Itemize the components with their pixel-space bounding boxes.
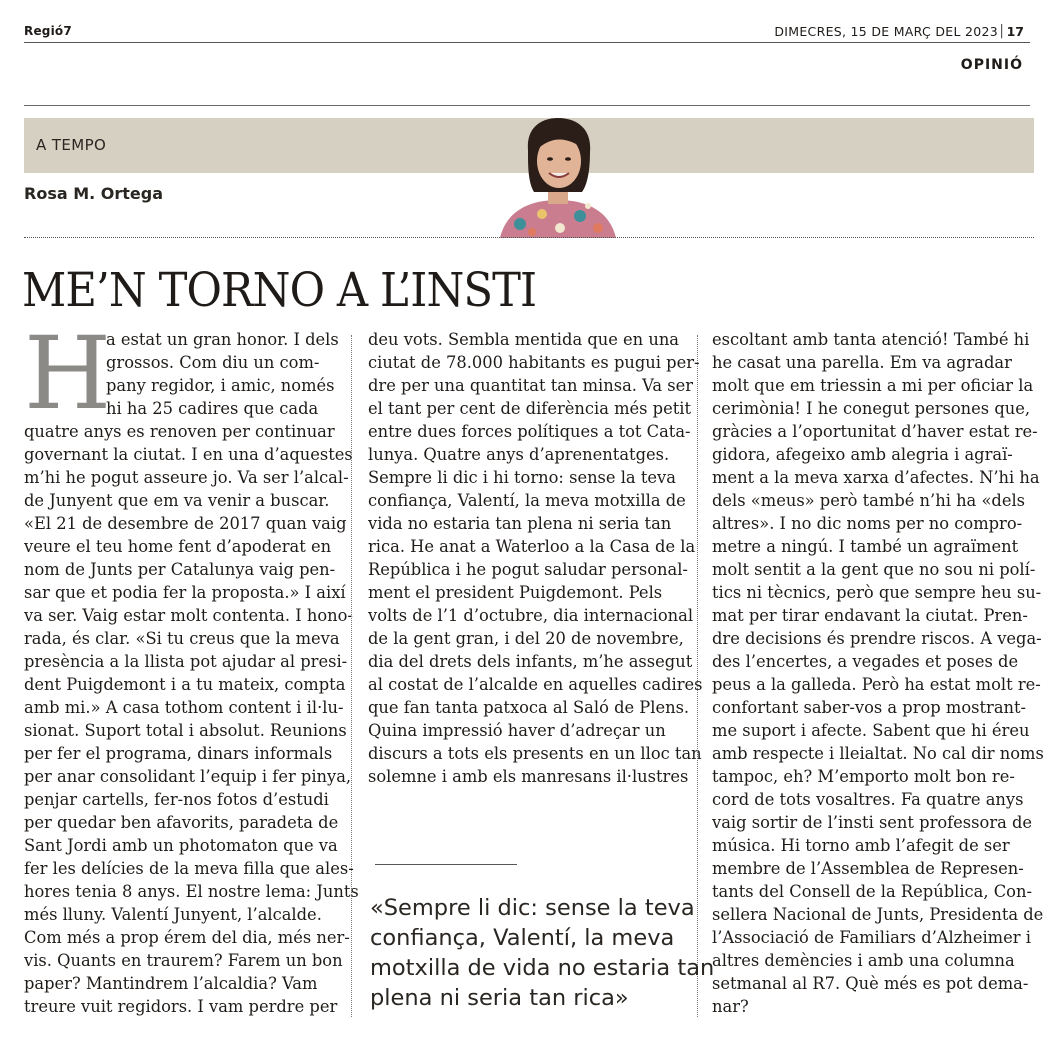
date-separator: | bbox=[999, 23, 1004, 39]
text-line: Quina impressió haver d’adreçar un bbox=[368, 721, 666, 740]
text-line: amb mi.» A casa tothom content i il·lu- bbox=[24, 698, 344, 717]
text-line: molt que em triessin a mi per oficiar la bbox=[712, 376, 1034, 395]
text-line: per quedar ben afavorits, paradeta de bbox=[24, 813, 339, 832]
text-line: rica. He anat a Waterloo a la Casa de la bbox=[368, 537, 696, 556]
text-line: ment el president Puigdemont. Pels bbox=[368, 583, 663, 602]
column-divider bbox=[351, 335, 352, 1017]
text-line: quatre anys es renoven per continuar bbox=[24, 422, 335, 441]
text-line: l’Associació de Familiars d’Alzheimer i bbox=[712, 928, 1031, 947]
text-line: música. Hi torno amb l’afegit de ser bbox=[712, 836, 1010, 855]
text-line: tics ni tècnics, però que sempre heu su- bbox=[712, 583, 1042, 602]
text-line: hi ha 25 cadires que cada bbox=[106, 399, 319, 418]
text-line: entre dues forces polítiques a tot Cata- bbox=[368, 422, 691, 441]
header-dotted-rule bbox=[24, 237, 1034, 238]
text-line: discurs a tots els presents en un lloc tan bbox=[368, 744, 702, 763]
text-line: més lluny. Valentí Junyent, l’alcalde. bbox=[24, 905, 322, 924]
text-line: vaig sortir de l’insti sent professora de bbox=[712, 813, 1033, 832]
header-rule bbox=[24, 105, 1030, 106]
text-line: que fan tanta patxoca al Saló de Plens. bbox=[368, 698, 690, 717]
text-line: amb respecte i lleialtat. No cal dir noms bbox=[712, 744, 1044, 763]
text-line: per anar consolidant l’equip i fer pinya, bbox=[24, 767, 352, 786]
text-line: grossos. Com diu un com- bbox=[106, 353, 320, 372]
text-line: peus a la galleda. Però ha estat molt re- bbox=[712, 675, 1041, 694]
text-line: sionat. Suport total i absolut. Reunions bbox=[24, 721, 347, 740]
body-column-1 bbox=[24, 328, 359, 1018]
text-line: paper? Mantindrem l’alcaldia? Vam bbox=[24, 974, 318, 993]
text-line: «El 21 de desembre de 2017 quan vaig bbox=[24, 514, 347, 533]
author-photo bbox=[498, 116, 618, 238]
newspaper-name: Regió7 bbox=[24, 24, 72, 38]
text-line: solemne i amb els manresans il·lustres bbox=[368, 767, 689, 786]
body-column-3 bbox=[712, 328, 1044, 1018]
text-line: me suport i afecte. Sabent que hi éreu bbox=[712, 721, 1030, 740]
text-line: cerimònia! I he conegut persones que, bbox=[712, 399, 1031, 418]
text-line: confiança, Valentí, la meva bbox=[370, 925, 675, 951]
text-line: nar? bbox=[712, 997, 749, 1016]
text-line: molt sentit a la gent que no sou ni polí- bbox=[712, 560, 1036, 579]
text-line: Sempre li dic i hi torno: sense la teva bbox=[368, 468, 676, 487]
masthead bbox=[24, 22, 1024, 44]
text-line: dia del drets dels infants, m’he assegut bbox=[368, 652, 693, 671]
text-line: m’hi he pogut asseure jo. Va ser l’alcal- bbox=[24, 468, 349, 487]
text-line: confortant saber-vos a prop mostrant- bbox=[712, 698, 1027, 717]
text-line: al costat de l’alcalde en aquelles cadires bbox=[368, 675, 703, 694]
text-line: dre per una quantitat tan minsa. Va ser bbox=[368, 376, 694, 395]
text-line: volts de l’1 d’octubre, dia internacional bbox=[368, 606, 694, 625]
text-line: metre a ningú. I també un agraïment bbox=[712, 537, 1019, 556]
text-line: mat per tirar endavant la ciutat. Pren- bbox=[712, 606, 1028, 625]
text-line: vis. Quants en traurem? Farem un bon bbox=[24, 951, 343, 970]
masthead-rule bbox=[24, 42, 1030, 43]
text-line: gidora, afegeixo amb alegria i agraï- bbox=[712, 445, 1013, 464]
text-line: República i he pogut saludar personal- bbox=[368, 560, 688, 579]
text-line: confiança, Valentí, la meva motxilla de bbox=[368, 491, 686, 510]
text-line: altres demències i amb una columna bbox=[712, 951, 1015, 970]
text-line: dre decisions és prendre riscos. A vega- bbox=[712, 629, 1042, 648]
text-line: de la gent gran, i del 20 de novembre, bbox=[368, 629, 684, 648]
issue-date: DIMECRES, 15 DE MARÇ DEL 2023 bbox=[774, 24, 998, 39]
pull-quote-rule bbox=[375, 864, 517, 865]
text-line: el tant per cent de diferència més petit bbox=[368, 399, 692, 418]
pull-quote bbox=[370, 893, 715, 1013]
text-line: penjar cartells, fer-nos fotos d’estudi bbox=[24, 790, 329, 809]
text-line: presència a la llista pot ajudar al presi- bbox=[24, 652, 348, 671]
text-line: ciutat de 78.000 habitants es pugui per- bbox=[368, 353, 700, 372]
text-line: governant la ciutat. I en una d’aquestes bbox=[24, 445, 353, 464]
section-label: OPINIÓ bbox=[960, 57, 1023, 73]
text-line: fer les delícies de la meva filla que ales- bbox=[24, 859, 354, 878]
text-line: gràcies a l’oportunitat d’haver estat re- bbox=[712, 422, 1038, 441]
text-line: altres». I no dic noms per no compro- bbox=[712, 514, 1023, 533]
text-line: deu vots. Sembla mentida que en una bbox=[368, 330, 680, 349]
text-line: motxilla de vida no estaria tan bbox=[370, 955, 715, 981]
column-divider bbox=[697, 335, 698, 1017]
text-line: veure el teu home fent d’apoderat en bbox=[24, 537, 332, 556]
text-line: nom de Junts per Catalunya vaig pen- bbox=[24, 560, 336, 579]
text-line: dels «meus» però també n’hi ha «dels bbox=[712, 491, 1026, 510]
text-line: a estat un gran honor. I dels bbox=[106, 330, 339, 349]
text-line: setmanal al R7. Què més es pot dema- bbox=[712, 974, 1029, 993]
drop-cap: H bbox=[24, 315, 112, 432]
text-line: sar que et podia fer la proposta.» I així bbox=[24, 583, 346, 602]
text-line: rada, és clar. «Si tu creus que la meva bbox=[24, 629, 340, 648]
text-line: lunya. Quatre anys d’aprenentatges. bbox=[368, 445, 670, 464]
page-number: 17 bbox=[1006, 24, 1024, 39]
text-line: pany regidor, i amic, només bbox=[106, 376, 335, 395]
text-line: tants del Consell de la República, Con- bbox=[712, 882, 1032, 901]
text-line: sellera Nacional de Junts, Presidenta de bbox=[712, 905, 1044, 924]
text-line: he casat una parella. Em va agradar bbox=[712, 353, 1012, 372]
text-line: membre de l’Assemblea de Represen- bbox=[712, 859, 1024, 878]
column-name: A TEMPO bbox=[36, 136, 107, 154]
text-line: cord de tots vosaltres. Fa quatre anys bbox=[712, 790, 1024, 809]
text-line: escoltant amb tanta atenció! També hi bbox=[712, 330, 1030, 349]
author-name: Rosa M. Ortega bbox=[24, 184, 164, 203]
text-line: hores tenia 8 anys. El nostre lema: Junts bbox=[24, 882, 359, 901]
text-line: des l’encertes, a vegades et poses de bbox=[712, 652, 1019, 671]
body-column-2 bbox=[368, 328, 703, 788]
text-line: de Junyent que em va venir a buscar. bbox=[24, 491, 330, 510]
text-line: ment a la meva xarxa d’afectes. N’hi ha bbox=[712, 468, 1040, 487]
text-line: dent Puigdemont i a tu mateix, compta bbox=[24, 675, 346, 694]
text-line: Sant Jordi amb un photomaton que va bbox=[24, 836, 338, 855]
text-line: «Sempre li dic: sense la teva bbox=[370, 895, 695, 921]
text-line: plena ni seria tan rica» bbox=[370, 985, 629, 1011]
article-headline: ME’N TORNO A L’INSTI bbox=[22, 263, 537, 318]
text-line: tampoc, eh? M’emporto molt bon re- bbox=[712, 767, 1015, 786]
text-line: treure vuit regidors. I vam perdre per bbox=[24, 997, 338, 1016]
text-line: Com més a prop érem del dia, més ner- bbox=[24, 928, 350, 947]
text-line: vida no estaria tan plena ni seria tan bbox=[368, 514, 672, 533]
text-line: va ser. Vaig estar molt contenta. I hono- bbox=[24, 606, 353, 625]
text-line: per fer el programa, dinars informals bbox=[24, 744, 333, 763]
